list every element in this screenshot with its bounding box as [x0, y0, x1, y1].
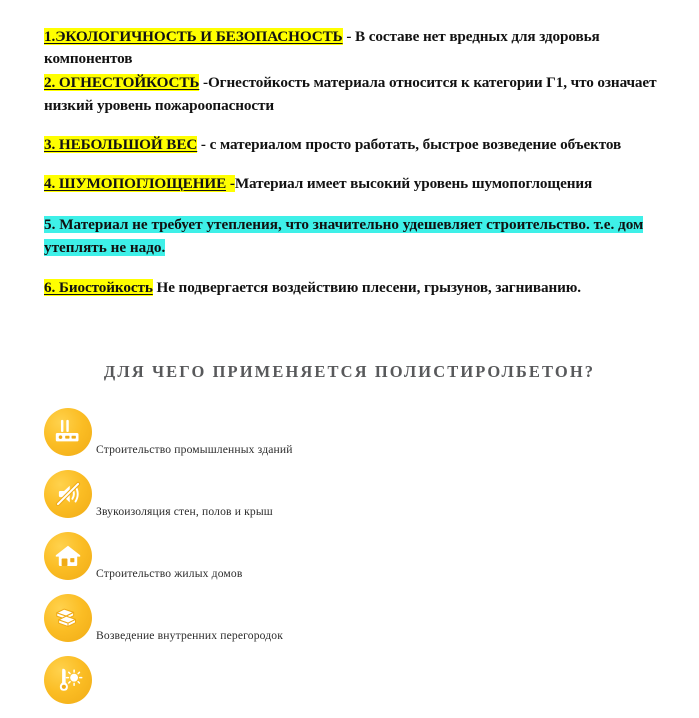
benefit-title-1: 1.ЭКОЛОГИЧНОСТЬ И БЕЗОПАСНОСТЬ [44, 28, 343, 45]
benefit-item-4 [44, 173, 659, 195]
usage-list-item [44, 408, 664, 470]
usage-list-item [44, 532, 664, 594]
benefit-item-1 [44, 26, 659, 70]
usage-section-heading: ДЛЯ ЧЕГО ПРИМЕНЯЕТСЯ ПОЛИСТИРОЛБЕТОН? [103, 362, 596, 381]
benefit-separator-4: - [226, 174, 235, 192]
benefit-description-4: Материал имеет высокий уровень шумопоглощения [234, 174, 593, 192]
usage-list-item [44, 656, 664, 718]
benefit-item-3 [44, 134, 659, 156]
benefit-separator-3: - [197, 135, 210, 153]
usage-list [44, 408, 664, 718]
usage-list-item [44, 470, 664, 532]
benefit-item-6 [44, 277, 659, 299]
benefits-list [44, 26, 659, 302]
benefit-separator-2: - [199, 74, 208, 92]
benefit-title-4: 4. ШУМОПОГЛОЩЕНИЕ [44, 174, 227, 192]
benefit-description-5: 5. Материал не требует утепления, что значительно удешевляет строительство. т.е. дом утеплять не надо. [44, 216, 644, 257]
house-icon [44, 532, 92, 580]
benefit-item-2 [44, 72, 659, 116]
benefit-title-3: 3. НЕБОЛЬШОЙ ВЕС [44, 135, 198, 153]
factory-icon [44, 408, 92, 456]
usage-list-item [44, 594, 664, 656]
benefit-title-6: 6. Биостойкость [44, 279, 153, 297]
benefit-title-2: 2. ОГНЕСТОЙКОСТЬ [44, 74, 200, 92]
benefit-separator-1: - [342, 28, 355, 45]
usage-list-item-label: Строительство промышленных зданий [96, 443, 293, 456]
benefit-description-3: с материалом просто работать, быстрое возведение объектов [209, 135, 622, 153]
thermometer-sun-icon [44, 656, 92, 704]
usage-list-item-label: Звукоизоляция стен, полов и крыш [96, 505, 273, 518]
benefit-description-1: В составе нет вредных для здоровья компонентов [44, 28, 600, 68]
benefit-item-5 [44, 213, 659, 259]
usage-list-item-label: Строительство жилых домов [96, 567, 243, 580]
brick-wall-icon [44, 594, 92, 642]
benefit-description-2: Огнестойкость материала относится к категории Г1, что означает низкий уровень пожароопасности [44, 74, 657, 114]
benefit-description-6: Не подвергается воздействию плесени, грызунов, загниванию. [156, 279, 582, 297]
muted-speaker-icon [44, 470, 92, 518]
usage-list-item-label: Возведение внутренних перегородок [96, 629, 284, 642]
